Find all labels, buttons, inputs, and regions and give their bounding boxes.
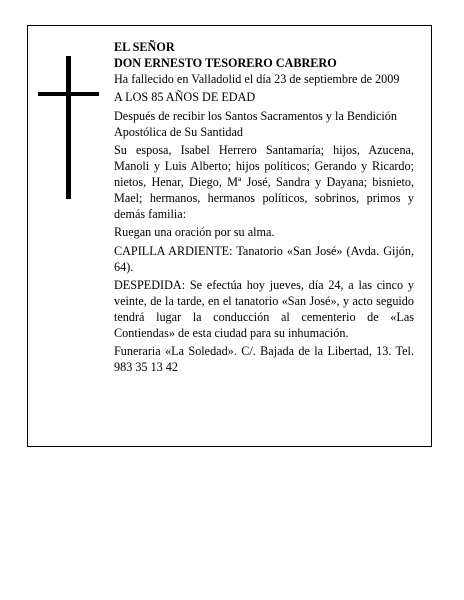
deceased-name: DON ERNESTO TESORERO CABRERO bbox=[114, 55, 337, 70]
age-statement: A LOS 85 AÑOS DE EDAD bbox=[114, 90, 256, 105]
farewell-info: DESPEDIDA: Se efectúa hoy jueves, día 24, a las cinco y veinte, de la tarde, en el tanatorio «San José», y acto seguido tendrá lugar la conducción al cementerio de «Las Contiendas» de esta ciudad para su inhumación. bbox=[114, 278, 414, 340]
cross-vertical-bar bbox=[66, 56, 71, 199]
title-honorific: EL SEÑOR bbox=[114, 40, 175, 54]
family-list: Su esposa, Isabel Herrero Santamaría; hijos, Azucena, Manoli y Luis Alberto; hijos políticos; Gerando y Ricardo; nietos, Henar, Diego, Mª José, Sandra y Dayana; bisnieto, Mael; hermanos, hermanos políticos, sobrinos, primos y demás familia: bbox=[114, 143, 414, 221]
sacraments-statement: Después de recibir los Santos Sacramentos y la Bendición Apostólica de Su Santidad bbox=[114, 108, 397, 139]
cross-horizontal-bar bbox=[38, 92, 99, 96]
death-statement: Ha fallecido en Valladolid el día 23 de septiembre de 2009 bbox=[114, 71, 400, 86]
obituary-notice bbox=[27, 25, 432, 447]
obituary-text bbox=[114, 40, 414, 379]
chapel-info: CAPILLA ARDIENTE: Tanatorio «San José» (Avda. Gijón, 64). bbox=[114, 243, 414, 274]
funeral-home-info: Funeraria «La Soledad». C/. Bajada de la Libertad, 13. Tel. 983 35 13 42 bbox=[114, 344, 414, 375]
prayer-request: Ruegan una oración por su alma. bbox=[114, 225, 275, 240]
